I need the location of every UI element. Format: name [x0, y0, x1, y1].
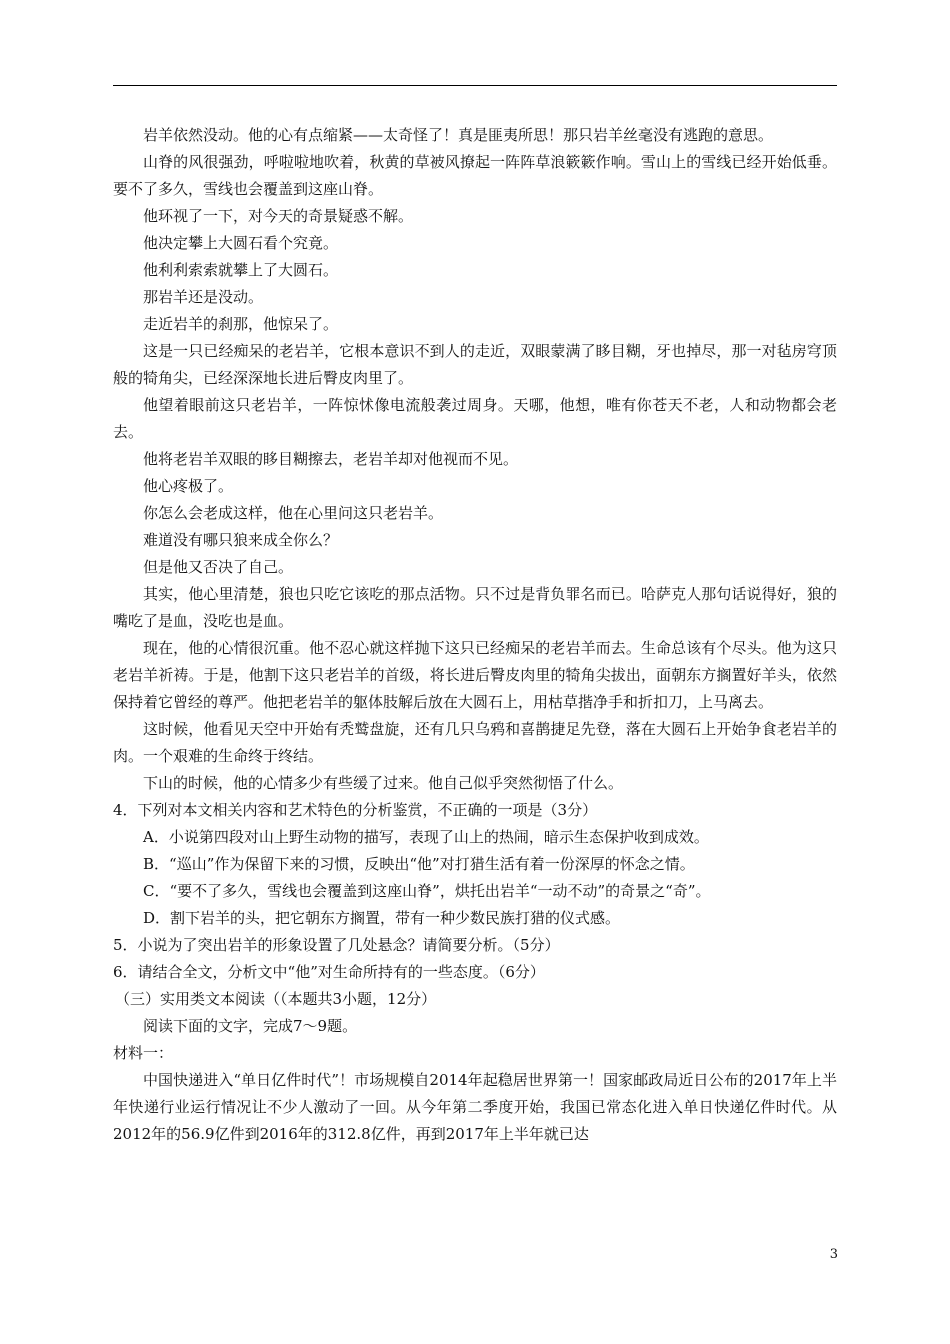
header-rule: [113, 85, 837, 86]
story-paragraph: 他将老岩羊双眼的眵目糊擦去，老岩羊却对他视而不见。: [143, 450, 519, 468]
document-body: [113, 122, 837, 1148]
story-paragraph: 难道没有哪只狼来成全你么？: [143, 531, 339, 549]
story-paragraph: 其实，他心里清楚，狼也只吃它该吃的那点活物。只不过是背负罪名而已。哈萨克人那句话说得好，狼的嘴吃了是血，没吃也是血。: [113, 585, 837, 630]
question-5: 5．小说为了突出岩羊的形象设置了几处悬念？请简要分析。（5分）: [113, 936, 560, 954]
question-6: 6．请结合全文，分析文中“他”对生命所持有的一些态度。（6分）: [113, 963, 545, 981]
story-paragraph: 走近岩羊的刹那，他惊呆了。: [143, 315, 339, 333]
story-paragraph: 这时候，他看见天空中开始有秃鹫盘旋，还有几只乌鸦和喜鹊捷足先登，落在大圆石上开始争食老岩羊的肉。一个艰难的生命终于终结。: [113, 720, 837, 765]
story-paragraph: 现在，他的心情很沉重。他不忍心就这样抛下这只已经痴呆的老岩羊而去。生命总该有个尽头。他为这只老岩羊祈祷。于是，他割下这只老岩羊的首级，将长进后臀皮肉里的犄角尖拔出，面朝东方搁置好羊头，依然保持着它曾经的尊严。他把老岩羊的躯体肢解后放在大圆石上，用枯草揩净手和折扣刀，上马离去。: [113, 639, 837, 711]
material-1-label: 材料一：: [113, 1044, 174, 1062]
question-4-option-c: C．“要不了多久，雪线也会覆盖到这座山脊”，烘托出岩羊“一动不动”的奇景之“奇”。: [143, 882, 711, 900]
story-paragraph: 他心疼极了。: [143, 477, 234, 495]
story-paragraph: 你怎么会老成这样，他在心里问这只老岩羊。: [143, 504, 444, 522]
story-paragraph: 他望着眼前这只老岩羊，一阵惊怵像电流般袭过周身。天哪，他想，唯有你苍天不老，人和动物都会老去。: [113, 396, 837, 441]
story-paragraph: 下山的时候，他的心情多少有些缓了过来。他自己似乎突然彻悟了什么。: [143, 774, 624, 792]
story-paragraph: 山脊的风很强劲，呼啦啦地吹着，秋黄的草被风撩起一阵阵草浪簌簌作响。雪山上的雪线已经开始低垂。要不了多久，雪线也会覆盖到这座山脊。: [113, 153, 837, 198]
question-4-stem: 4．下列对本文相关内容和艺术特色的分析鉴赏，不正确的一项是（3分）: [113, 801, 598, 819]
story-paragraph: 他利利索索就攀上了大圆石。: [143, 261, 339, 279]
page-number: 3: [829, 1247, 838, 1262]
story-paragraph: 他决定攀上大圆石看个究竟。: [143, 234, 339, 252]
story-paragraph: 但是他又否决了自己。: [143, 558, 294, 576]
story-paragraph: 他环视了一下，对今天的奇景疑惑不解。: [143, 207, 414, 225]
section-3-instruction: 阅读下面的文字，完成7～9题。: [143, 1017, 358, 1035]
story-paragraph: 这是一只已经痴呆的老岩羊，它根本意识不到人的走近，双眼蒙满了眵目糊，牙也掉尽，那一对毡房穹顶般的犄角尖，已经深深地长进后臀皮肉里了。: [113, 342, 837, 387]
question-4-option-a: A．小说第四段对山上野生动物的描写，表现了山上的热闹，暗示生态保护收到成效。: [143, 828, 709, 846]
story-paragraph: 岩羊依然没动。他的心有点缩紧——太奇怪了！真是匪夷所思！那只岩羊丝毫没有逃跑的意思。: [143, 126, 774, 144]
material-1-text: 中国快递进入“单日亿件时代”！市场规模自2014年起稳居世界第一！国家邮政局近日公布的2017年上半年快递行业运行情况让不少人激动了一回。从今年第二季度开始，我国已常态化进入单日快递亿件时代。从2012年的56.9亿件到2016年的312.8亿件，再到2017年上半年就已达: [113, 1071, 837, 1143]
question-4-option-d: D．割下岩羊的头，把它朝东方搁置，带有一种少数民族打猎的仪式感。: [143, 909, 621, 927]
question-4-option-b: B．“巡山”作为保留下来的习惯，反映出“他”对打猎生活有着一份深厚的怀念之情。: [143, 855, 695, 873]
section-3-heading: （三）实用类文本阅读（（本题共3小题，12分）: [115, 990, 437, 1008]
story-paragraph: 那岩羊还是没动。: [143, 288, 264, 306]
